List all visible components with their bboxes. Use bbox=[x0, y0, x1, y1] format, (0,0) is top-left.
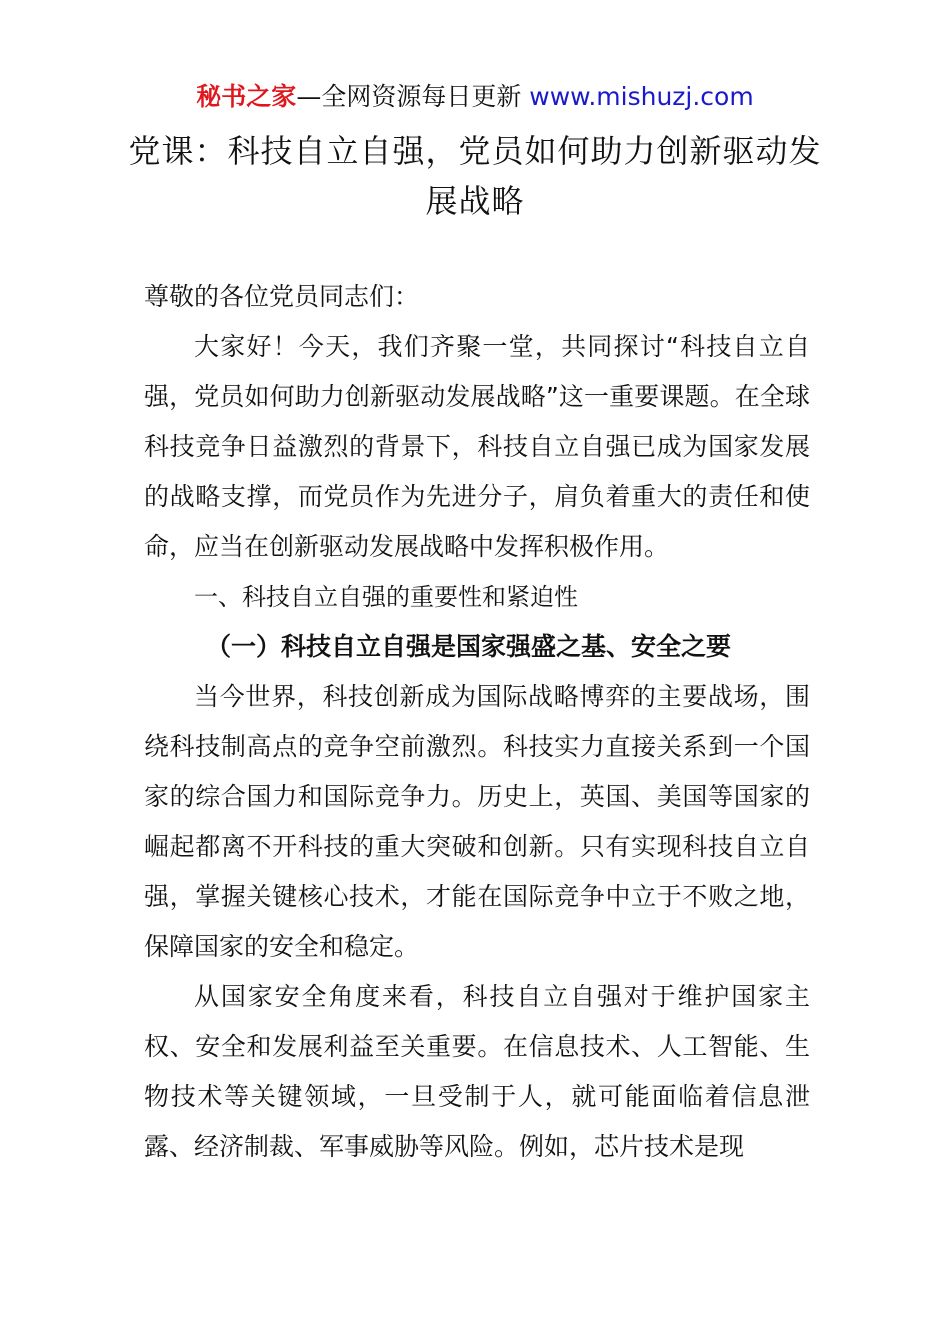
body-paragraph-2: 从国家安全角度来看，科技自立自强对于维护国家主权、安全和发展利益至关重要。在信息技术、人工智能、生物技术等关键领域，一旦受制于人，就可能面临着信息泄露、经济制裁、军事威胁等风险。例如，芯片技术是现 bbox=[144, 982, 810, 1161]
intro-paragraph: 大家好！今天，我们齐聚一堂，共同探讨“科技自立自强，党员如何助力创新驱动发展战略”这一重要课题。在全球科技竞争日益激烈的背景下，科技自立自强已成为国家发展的战略支撑，而党员作为先进分子，肩负着重大的责任和使命，应当在创新驱动发展战略中发挥积极作用。 bbox=[144, 332, 810, 561]
salutation: 尊敬的各位党员同志们： bbox=[144, 282, 420, 311]
site-header bbox=[0, 80, 950, 114]
subsection-heading: （一）科技自立自强是国家强盛之基、安全之要 bbox=[206, 632, 732, 661]
site-tagline: —全网资源每日更新 bbox=[296, 82, 522, 111]
body-paragraph-1: 当今世界，科技创新成为国际战略博弈的主要战场，围绕科技制高点的竞争空前激烈。科技实力直接关系到一个国家的综合国力和国际竞争力。历史上，英国、美国等国家的崛起都离不开科技的重大突破和创新。只有实现科技自立自强，掌握关键核心技术，才能在国际竞争中立于不败之地，保障国家的安全和稳定。 bbox=[144, 682, 810, 961]
document-body bbox=[144, 272, 810, 1172]
document-title: 党课：科技自立自强，党员如何助力创新驱动发展战略 bbox=[128, 132, 822, 220]
section-heading: 一、科技自立自强的重要性和紧迫性 bbox=[194, 583, 578, 611]
site-brand: 秘书之家 bbox=[196, 82, 297, 111]
site-url-link[interactable]: www.mishuzj.com bbox=[529, 82, 754, 111]
